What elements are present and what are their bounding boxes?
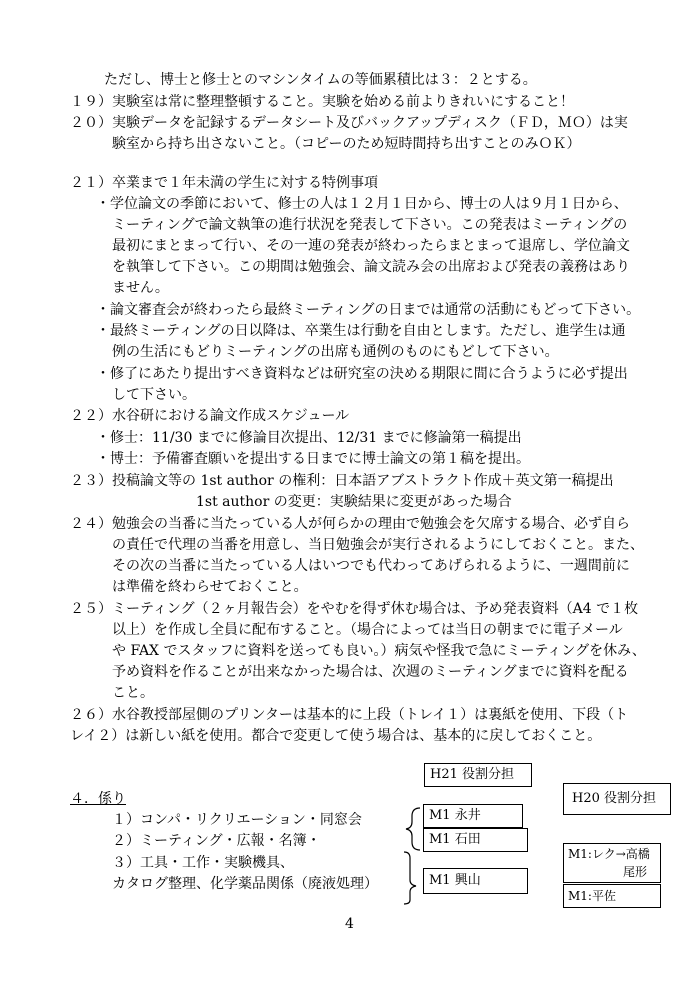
m1-ishida: M1 石田 bbox=[429, 832, 481, 847]
bracket-right-bottom bbox=[404, 852, 416, 904]
item-21: ２１）卒業まで１年未満の学生に対する特例事項 bbox=[70, 175, 378, 191]
item-20-cont: 験室から持ち出さないこと。（コピーのため短時間持ち出すことのみＯＫ） bbox=[112, 136, 581, 152]
page-number: 4 bbox=[345, 916, 354, 932]
h20-rec-line-2: 尾形 bbox=[623, 865, 648, 879]
h21-title: H21 役割分担 bbox=[430, 767, 515, 782]
text-line-mtime: ただし、博士と修士とのマシンタイムの等価累積比は３：２とする。 bbox=[104, 72, 537, 88]
item-23: ２３）投稿論文等の 1st author の権利：日本語アブストラクト作成＋英文第一稿提出 bbox=[70, 473, 614, 489]
m1-ishida-box bbox=[423, 828, 528, 852]
h20-hirasa-box bbox=[563, 884, 661, 908]
item-25-cont: 以上）を作成し全員に配布すること。（場合によっては当日の朝までに電子メール bbox=[112, 622, 623, 638]
item-21-bullet-1-cont: を執筆して下さい。この期間は勉強会、論文読み会の出席および発表の義務はあり bbox=[112, 259, 630, 275]
item-25-cont: や FAX でスタッフに資料を送っても良い。）病気や怪我で急にミーティングを休み、 bbox=[112, 643, 646, 659]
item-26: ２６）水谷教授部屋側のプリンターは基本的に上段（トレイ１）は裏紙を使用、下段（ト bbox=[70, 707, 629, 723]
item-22-master: ・修士：11/30 までに修論目次提出、12/31 までに修論第一稿提出 bbox=[96, 430, 522, 446]
item-24-cont: その次の当番に当たっている人はいつでも代わってあげられるように、一週間前に bbox=[112, 558, 630, 574]
item-21-bullet-2: ・論文審査会が終わったら最終ミーティングの日までは通常の活動にもどって下さい。 bbox=[96, 302, 641, 318]
m1-nagai-box bbox=[423, 804, 523, 828]
section-4-heading: ４．係り bbox=[70, 791, 126, 807]
role-item-1: １）コンパ・リクリエーション・同窓会 bbox=[112, 812, 362, 828]
item-22-doctor: ・博士：予備審査願いを提出する日までに博士論文の第１稿を提出。 bbox=[96, 451, 530, 467]
h20-title-box bbox=[563, 783, 671, 815]
item-25-cont: こと。 bbox=[112, 685, 154, 701]
item-26-cont: レイ２）は新しい紙を使用。都合で変更して使う場合は、基本的に戻しておくこと。 bbox=[70, 728, 602, 744]
item-21-bullet-1-cont: ミーティングで論文執筆の進行状況を発表して下さい。この発表はミーティングの bbox=[112, 217, 628, 233]
item-24: ２４）勉強会の当番に当たっている人が何らかの理由で勉強会を欠席する場合、必ず自ら bbox=[70, 516, 630, 532]
h20-title: H20 役割分担 bbox=[572, 791, 657, 806]
m1-nagai: M1 永井 bbox=[429, 808, 481, 823]
role-item-2: ２）ミーティング・広報・名簿・ bbox=[112, 833, 321, 849]
role-item-3: ３）工具・工作・実験機具、 bbox=[112, 855, 294, 871]
role-item-3-cont: カタログ整理、化学薬品関係（廃液処理） bbox=[112, 876, 378, 892]
item-25: ２５）ミーティング（２ヶ月報告会）をやむを得ず休む場合は、予め発表資料（A4 で１枚 bbox=[70, 601, 639, 617]
item-21-bullet-4-cont: して下さい。 bbox=[112, 387, 196, 403]
item-23-change: 1st author の変更：実験結果に変更があった場合 bbox=[196, 494, 512, 510]
item-20: ２０）実験データを記録するデータシート及びバックアップディスク（ＦＤ，ＭＯ）は実 bbox=[70, 115, 628, 131]
h20-rec-box bbox=[563, 843, 661, 883]
item-21-bullet-1-cont: ません。 bbox=[112, 280, 169, 296]
item-21-bullet-1-cont: 最初にまとまって行い、その一連の発表が終わったらまとまって退席し、学位論文 bbox=[112, 238, 630, 254]
item-21-bullet-3-cont: 例の生活にもどりミーティングの出席も通例のものにもどして下さい。 bbox=[112, 344, 559, 360]
item-22: ２２）水谷研における論文作成スケジュール bbox=[70, 408, 350, 424]
h21-title-box bbox=[424, 763, 532, 787]
m1-okiyama: M1 興山 bbox=[429, 873, 481, 888]
m1-okiyama-box bbox=[423, 868, 528, 894]
h20-rec-line-1: M1:レク→高橋 bbox=[568, 847, 650, 861]
item-24-cont: は準備を終わらせておくこと。 bbox=[112, 579, 308, 595]
item-25-cont: 予め資料を作ることが出来なかった場合は、次週のミーティングまでに資料を配る bbox=[112, 664, 629, 680]
item-21-bullet-4: ・修了にあたり提出すべき資料などは研究室の決める期限に間に合うように必ず提出 bbox=[96, 366, 628, 382]
brace-left-top bbox=[406, 808, 420, 850]
item-19: １９）実験室は常に整理整頓すること。実験を始める前よりきれいにすること！ bbox=[70, 94, 574, 110]
item-24-cont: の責任で代理の当番を用意し、当日勉強会が実行されるようにしておくこと。また、 bbox=[112, 537, 644, 553]
item-21-bullet-3: ・最終ミーティングの日以降は、卒業生は行動を自由とします。ただし、進学生は通 bbox=[96, 323, 626, 339]
item-21-bullet-1: ・学位論文の季節において、修士の人は１２月１日から、博士の人は９月１日から、 bbox=[96, 196, 628, 212]
h20-hirasa: M1:平佐 bbox=[568, 889, 616, 903]
